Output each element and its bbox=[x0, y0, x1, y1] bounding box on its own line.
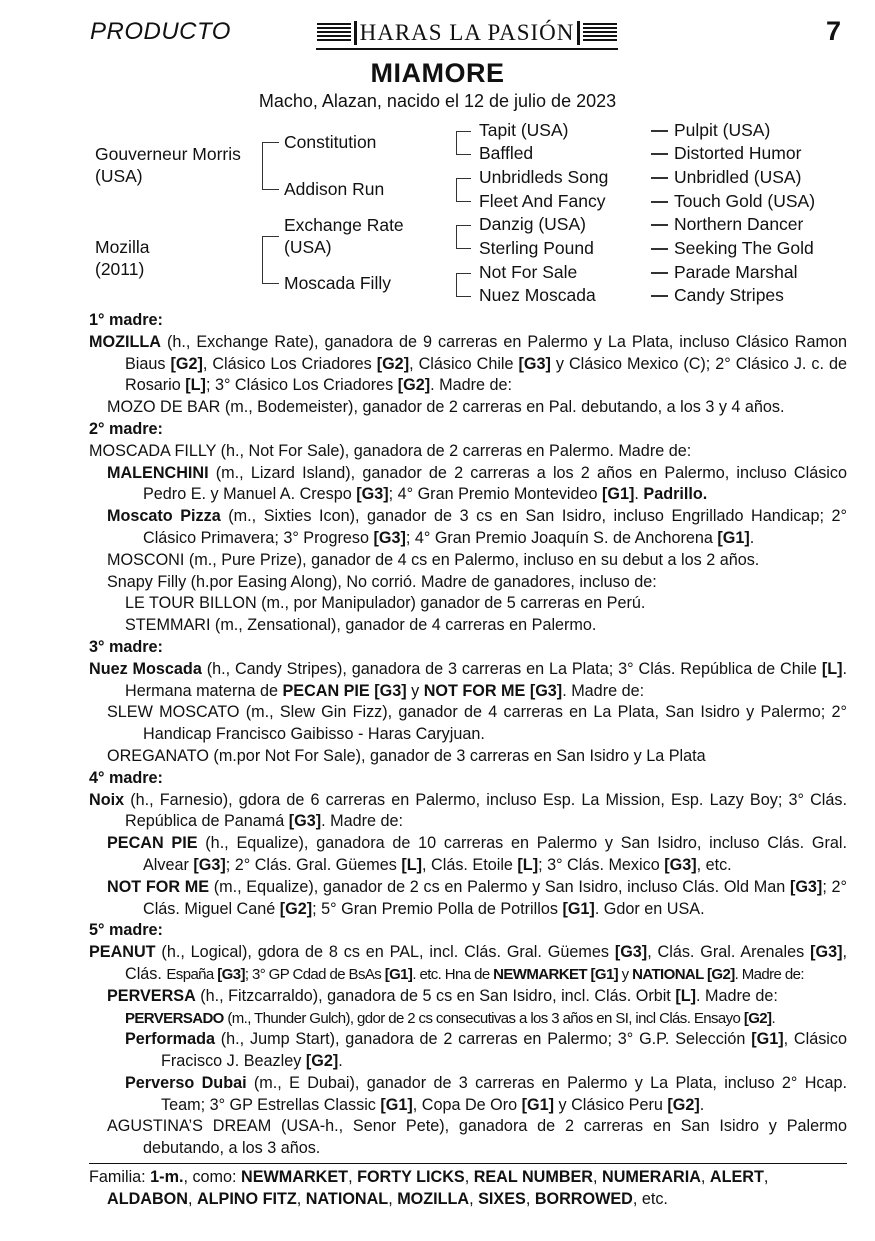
footer-etc: , etc. bbox=[632, 1190, 668, 1208]
gen3-2: Unbridleds Song bbox=[479, 167, 609, 187]
horse-name: MIAMORE bbox=[370, 58, 505, 88]
dash bbox=[651, 295, 668, 297]
gen2-moscada-filly: Moscada Filly bbox=[284, 273, 391, 293]
footer-name: NEWMARKET bbox=[241, 1168, 349, 1186]
footer-name: ALPINO FITZ bbox=[196, 1190, 297, 1208]
third-dam-heading: 3° madre: bbox=[89, 637, 163, 656]
dam-name: Mozilla bbox=[95, 237, 150, 257]
bracket-g3-2 bbox=[456, 178, 471, 202]
dash bbox=[651, 201, 668, 203]
section-label: PRODUCTO bbox=[90, 18, 231, 45]
footer-name: NUMERARIA bbox=[602, 1168, 701, 1186]
dam-entry-mozilla: MOZILLA (h., Exchange Rate), ganadora de 9 carreras en Palermo y La Plata, incluso Clásico Ramon Biaus [G2], Clásico Los Criadores [G2], Clásico Chile [G3] y Clásico Mexico (C); 2° Clásico J. c. de Rosario [L]; 3° Clásico Los Criadores [G2]. Madre de: bbox=[89, 332, 847, 395]
produce-performada: Performada (h., Jump Start), ganadora de 2 carreras en Palermo; 3° G.P. Selección [G1], Clásico Fracisco J. Beazley [G2]. bbox=[125, 1030, 847, 1071]
gen4-5: Seeking The Gold bbox=[674, 238, 814, 258]
footer-name: ALDABON bbox=[107, 1190, 188, 1208]
gen4-7: Candy Stripes bbox=[674, 285, 784, 305]
dam-entry-noix: Noix (h., Farnesio), gdora de 6 carreras en Palermo, incluso Esp. La Mission, Esp. Lazy Boy; 3° Clás. República de Panamá [G3]. Madre de: bbox=[89, 790, 847, 831]
gen2-exchange-rate: Exchange Rate bbox=[284, 215, 404, 235]
footer-name: REAL NUMBER bbox=[473, 1168, 593, 1186]
produce-pecan-pie: PECAN PIE (h., Equalize), ganadora de 10 carreras en Palermo y San Isidro, incluso Clás. Gral. Alvear [G3]; 2° Clás. Gral. Güemes [L], Clás. Etoile [L]; 3° Clás. Mexico [G3], etc. bbox=[107, 834, 847, 874]
produce-mozo-de-bar: MOZO DE BAR (m., Bodemeister), ganador de 2 carreras en Pal. debutando, a los 3 y 4 años. bbox=[107, 398, 785, 417]
footer-name: BORROWED bbox=[534, 1190, 633, 1208]
gen3-5: Sterling Pound bbox=[479, 238, 594, 258]
produce-perversado: PERVERSADO (m., Thunder Gulch), gdor de 2 cs consecutivas a los 3 años en SI, incl Clás. Ensayo [G2]. bbox=[125, 1009, 776, 1027]
gen4-4: Northern Dancer bbox=[674, 214, 804, 234]
produce-perverso-dubai: Perverso Dubai (m., E Dubai), ganador de 3 carreras en Palermo y La Plata, incluso 2° Hcap. Team; 3° GP Estrellas Classic [G1], Copa De Oro [G1] y Clásico Peru [G2]. bbox=[125, 1073, 847, 1114]
logo-stripes-left bbox=[317, 23, 351, 43]
family-footer: Familia: 1-m., como: NEWMARKET, FORTY LICKS, REAL NUMBER, NUMERARIA, ALERT, ALDABON, ALPINO FITZ, NATIONAL, MOZILLA, SIXES, BORROWED, etc. bbox=[89, 1163, 847, 1210]
produce-snapy-filly: Snapy Filly (h.por Easing Along), No corrió. Madre de ganadores, incluso de: bbox=[107, 572, 657, 591]
produce-not-for-me: NOT FOR ME (m., Equalize), ganador de 2 cs en Palermo y San Isidro, incluso Clás. Old Man [G3]; 2° Clás. Miguel Cané [G2]; 5° Gran Premio Polla de Potrillos [G1]. Gdor en USA. bbox=[107, 877, 847, 918]
page-number: 7 bbox=[826, 16, 842, 46]
footer-name: MOZILLA bbox=[397, 1190, 470, 1208]
brand-name: HARAS LA PASIÓN bbox=[359, 20, 575, 45]
gen4-0: Pulpit (USA) bbox=[674, 120, 771, 140]
footer-line-2: ALDABON, ALPINO FITZ, NATIONAL, MOZILLA, SIXES, BORROWED, etc. bbox=[107, 1190, 668, 1208]
bracket-sire bbox=[262, 142, 279, 190]
logo-stripes-right bbox=[583, 23, 617, 43]
dash bbox=[651, 153, 668, 155]
dash bbox=[651, 248, 668, 250]
family-record bbox=[89, 310, 847, 1160]
dash bbox=[651, 224, 668, 226]
produce-oreganato: OREGANATO (m.por Not For Sale), ganador de 3 carreras en San Isidro y La Plata bbox=[107, 746, 706, 765]
bracket-g3-1 bbox=[456, 131, 471, 155]
produce-perversa: PERVERSA (h., Fitzcarraldo), ganadora de 5 cs en San Isidro, incl. Clás. Orbit [L]. Madre de: bbox=[107, 986, 778, 1005]
dash bbox=[651, 177, 668, 179]
produce-agustinas-dream: AGUSTINA’S DREAM (USA-h., Senor Pete), ganadora de 2 carreras en San Isidro y Palermo debutando, a los 3 años. bbox=[107, 1117, 847, 1158]
dam-entry-nuez-moscada: Nuez Moscada (h., Candy Stripes), ganadora de 3 carreras en La Plata; 3° Clás. República de Chile [L]. Hermana materna de PECAN PIE [G3] y NOT FOR ME [G3]. Madre de: bbox=[89, 659, 847, 700]
dash bbox=[651, 272, 668, 274]
gen3-3: Fleet And Fancy bbox=[479, 191, 606, 211]
footer-name: ALERT bbox=[709, 1168, 764, 1186]
dam bbox=[95, 236, 149, 280]
footer-prefix: Familia: bbox=[89, 1168, 151, 1186]
logo-bar-right bbox=[577, 21, 580, 45]
bracket-g3-3 bbox=[456, 225, 471, 249]
produce-moscato-pizza: Moscato Pizza (m., Sixties Icon), ganador de 3 cs en San Isidro, incluso Engrillado Handicap; 2° Clásico Primavera; 3° Progreso [G3]; 4° Gran Premio Joaquín S. de Anchorena [G1]. bbox=[107, 507, 847, 547]
gen3-6: Not For Sale bbox=[479, 262, 578, 282]
gen2-addison-run: Addison Run bbox=[284, 179, 385, 199]
gen4-3: Touch Gold (USA) bbox=[674, 191, 816, 211]
produce-le-tour-billon: LE TOUR BILLON (m., por Manipulador) ganador de 5 carreras en Perú. bbox=[125, 594, 646, 613]
gen4-1: Distorted Humor bbox=[674, 143, 802, 163]
dam-entry-peanut: PEANUT (h., Logical), gdora de 8 cs en PAL, incl. Clás. Gral. Güemes [G3], Clás. Gral. Arenales [G3], Clás. España [G3]; 3° GP Cdad de BsAs [G1]. etc. Hna de NEWMARKET [G1] y NATIONAL [G2]. Madre de: bbox=[89, 943, 847, 983]
gen3-7: Nuez Moscada bbox=[479, 285, 596, 305]
second-dam-heading: 2° madre: bbox=[89, 419, 163, 438]
sire bbox=[95, 143, 241, 187]
produce-stemmari: STEMMARI (m., Zensational), ganador de 4 carreras en Palermo. bbox=[125, 616, 597, 635]
footer-name: NATIONAL bbox=[305, 1190, 389, 1208]
dash bbox=[651, 130, 668, 132]
gen2-constitution: Constitution bbox=[284, 132, 377, 152]
gen3-0: Tapit (USA) bbox=[479, 120, 569, 140]
footer-name: FORTY LICKS bbox=[357, 1168, 465, 1186]
sire-origin: (USA) bbox=[95, 166, 143, 186]
dam-year: (2011) bbox=[95, 259, 145, 279]
footer-family: 1-m. bbox=[150, 1168, 184, 1186]
gen2-exchange-rate-origin: (USA) bbox=[284, 237, 332, 257]
footer-name: SIXES bbox=[478, 1190, 526, 1208]
gen3-1: Baffled bbox=[479, 143, 534, 163]
dam-entry-moscada-filly: MOSCADA FILLY (h., Not For Sale), ganadora de 2 carreras en Palermo. Madre de: bbox=[89, 441, 692, 460]
produce-mosconi: MOSCONI (m., Pure Prize), ganador de 4 cs en Palermo, incluso en su debut a los 2 años. bbox=[107, 550, 760, 569]
gen3-4: Danzig (USA) bbox=[479, 214, 586, 234]
produce-malenchini: MALENCHINI (m., Lizard Island), ganador de 2 carreras a los 2 años en Palermo, incluso Clásico Pedro E. y Manuel A. Crespo [G3]; 4° Gran Premio Montevideo [G1]. Padrillo. bbox=[107, 463, 847, 504]
gen4-2: Unbridled (USA) bbox=[674, 167, 802, 187]
brand-logo bbox=[316, 18, 618, 50]
bracket-g3-4 bbox=[456, 273, 471, 297]
sire-name: Gouverneur Morris bbox=[95, 144, 241, 164]
produce-slew-moscato: SLEW MOSCATO (m., Slew Gin Fizz), ganador de 4 carreras en La Plata, San Isidro y Palermo; 2° Handicap Francisco Gaibisso - Haras Caryjuan. bbox=[107, 703, 847, 744]
fifth-dam-heading: 5° madre: bbox=[89, 921, 163, 940]
footer-como: , como: bbox=[183, 1168, 242, 1186]
horse-description: Macho, Alazan, nacido el 12 de julio de 2023 bbox=[258, 91, 617, 111]
gen4-6: Parade Marshal bbox=[674, 262, 798, 282]
logo-bar-left bbox=[354, 21, 357, 45]
bracket-dam bbox=[262, 236, 279, 284]
fourth-dam-heading: 4° madre: bbox=[89, 768, 163, 787]
first-dam-heading: 1° madre: bbox=[89, 311, 163, 329]
